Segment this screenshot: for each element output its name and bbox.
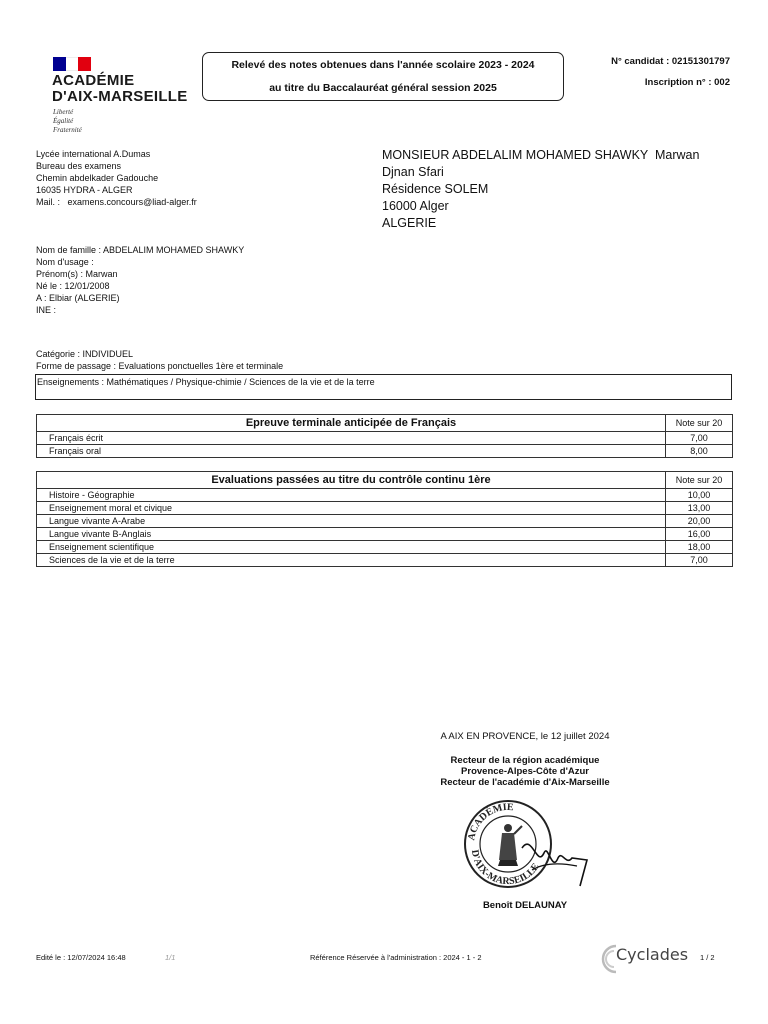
ine: INE : [36, 305, 57, 315]
recipient-line3: Résidence SOLEM [382, 182, 489, 196]
sheet-count: 1/1 [165, 953, 176, 962]
motto-fraternite: Fraternité [53, 126, 82, 134]
exam-info [36, 348, 283, 372]
place-date: A AIX EN PROVENCE, le 12 juillet 2024 [440, 731, 610, 742]
cyclades-brand: Cyclades [616, 945, 689, 964]
table-header-row [37, 472, 733, 489]
document-subtitle: au titre du Baccalauréat général session 2025 [269, 82, 497, 94]
exam-mode: Forme de passage : Evaluations ponctuelles 1ère et terminale [36, 361, 284, 371]
grade-cell: 8,00 [666, 445, 733, 458]
family-name: Nom de famille : ABDELALIM MOHAMED SHAWKY [36, 245, 245, 255]
exam-category: Catégorie : INDIVIDUEL [36, 349, 134, 359]
recipient-line5: ALGERIE [382, 216, 437, 230]
school-city: 16035 HYDRA - ALGER [36, 185, 133, 195]
table-header-row [37, 415, 733, 432]
subject-cell: Français écrit [37, 432, 666, 445]
academy-seal-icon [462, 798, 602, 893]
subject-cell: Langue vivante A-Arabe [37, 515, 666, 528]
subject-cell: Enseignement scientifique [37, 541, 666, 554]
inscription-number: Inscription n° : 002 [644, 77, 730, 88]
recipient-name: MONSIEUR ABDELALIM MOHAMED SHAWKY Marwan [382, 148, 700, 162]
recipient-line2: Djnan Sfari [382, 165, 444, 179]
table-row [37, 515, 733, 528]
school-mail [36, 196, 197, 208]
table-row [37, 554, 733, 567]
grade-cell: 16,00 [666, 528, 733, 541]
document-title-box [202, 52, 564, 101]
school-address [36, 148, 197, 208]
grade-cell: 18,00 [666, 541, 733, 554]
recipient-address [382, 147, 699, 232]
subject-cell: Enseignement moral et civique [37, 502, 666, 515]
academy-logo-line2: D'AIX-MARSEILLE [52, 88, 188, 105]
grade-cell: 7,00 [666, 432, 733, 445]
table-row [37, 502, 733, 515]
birth-date: Né le : 12/01/2008 [36, 281, 110, 291]
subject-cell: Langue vivante B-Anglais [37, 528, 666, 541]
motto-egalite: Égalité [53, 117, 74, 125]
teachings-box [35, 374, 732, 400]
grade-cell: 20,00 [666, 515, 733, 528]
mail-label: Mail. : [36, 197, 61, 207]
teachings-text: Enseignements : Mathématiques / Physique-chimie / Sciences de la vie et de la terre [37, 377, 375, 387]
mail-address: examens.concours@liad-alger.fr [67, 197, 197, 207]
subject-cell: Sciences de la vie et de la terre [37, 554, 666, 567]
republic-flag-icon [53, 57, 91, 71]
note-header: Note sur 20 [666, 472, 733, 489]
subject-cell: Français oral [37, 445, 666, 458]
signatory-role-1: Recteur de la région académique [450, 755, 600, 766]
table-row [37, 541, 733, 554]
recipient-line4: 16000 Alger [382, 199, 449, 213]
subject-cell: Histoire - Géographie [37, 489, 666, 502]
admin-reference: Référence Réservée à l'administration : 2024 - 1 - 2 [310, 953, 482, 962]
francais-header: Epreuve terminale anticipée de Français [37, 415, 666, 432]
table-row [37, 432, 733, 445]
candidate-number: N° candidat : 02151301797 [611, 56, 730, 67]
table-row [37, 528, 733, 541]
svg-text:D'AIX-MARSEILLE: D'AIX-MARSEILLE [468, 848, 542, 888]
document-title: Relevé des notes obtenues dans l'année scolaire 2023 - 2024 [231, 59, 535, 71]
table-row [37, 489, 733, 502]
motto-liberte: Liberté [53, 108, 74, 116]
grade-cell: 13,00 [666, 502, 733, 515]
signatory-role-2: Provence-Alpes-Côte d'Azur [461, 766, 589, 777]
note-header: Note sur 20 [666, 415, 733, 432]
grade-cell: 7,00 [666, 554, 733, 567]
page-number: 1 / 2 [700, 953, 715, 962]
signatory-role-3: Recteur de l'académie d'Aix-Marseille [440, 777, 610, 788]
svg-text:ACADÉMIE: ACADÉMIE [466, 801, 514, 842]
table-row [37, 445, 733, 458]
controle-header: Evaluations passées au titre du contrôle continu 1ère [37, 472, 666, 489]
school-street: Chemin abdelkader Gadouche [36, 173, 159, 183]
controle-grades-table [36, 471, 733, 567]
edited-date: Edité le : 12/07/2024 16:48 [36, 953, 126, 962]
grade-cell: 10,00 [666, 489, 733, 502]
francais-grades-table [36, 414, 733, 458]
candidate-identity [36, 244, 244, 316]
signatory-name: Benoît DELAUNAY [482, 900, 568, 911]
birth-place: A : Elbiar (ALGERIE) [36, 293, 120, 303]
academy-logo-line1: ACADÉMIE [52, 72, 135, 89]
usage-name: Nom d'usage : [36, 257, 94, 267]
school-name: Lycée international A.Dumas [36, 149, 151, 159]
school-office: Bureau des examens [36, 161, 122, 171]
first-names: Prénom(s) : Marwan [36, 269, 118, 279]
